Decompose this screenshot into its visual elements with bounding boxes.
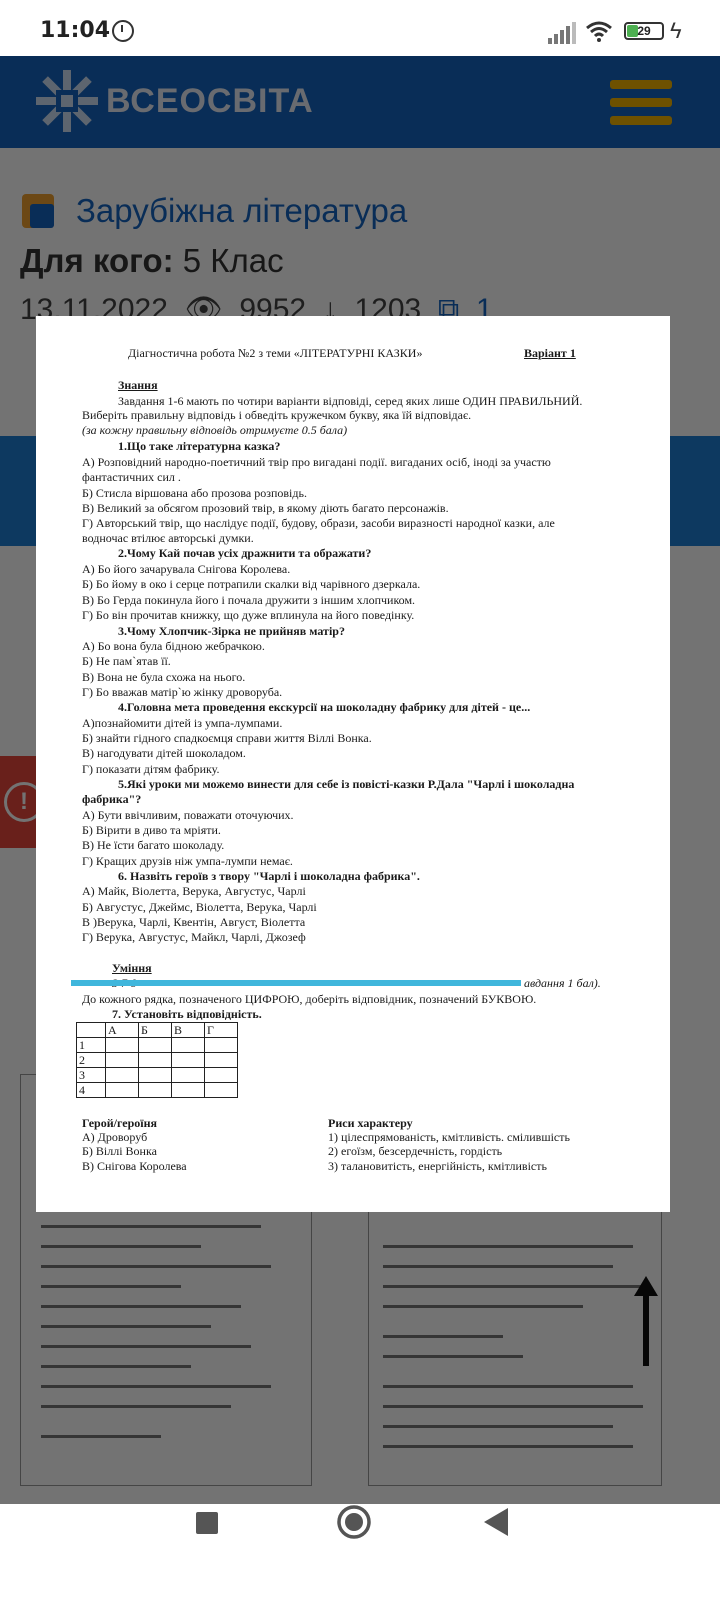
answer-option: Г) Кращих друзів ніж умпа-лумпи немає. [82,854,293,868]
instructions: (за кожну правильну відповідь отримуєте 0.5 бала) [82,423,348,437]
question: 4.Головна мета проведення екскурсії на шоколадну фабрику для дітей - це... [118,700,531,714]
table-header: В [172,1023,205,1038]
section-heading: Знання [118,378,158,392]
answer-option: В) Не їсти багато шоколаду. [82,838,225,852]
answer-option: Б) Августус, Джеймс, Віолетта, Верука, Чарлі [82,900,317,914]
answer-option: Г) Верука, Августус, Майкл, Чарлі, Джозеф [82,930,306,944]
answer-option: Г) Бо він прочитав книжку, що дуже вплинула на його поведінку. [82,608,415,622]
answer-option: фантастичних сил . [82,470,181,484]
question: 1.Що таке літературна казка? [118,439,281,453]
status-bar [0,0,720,56]
answer-option: Б) Стисла віршована або прозова розповідь. [82,486,307,500]
answer-option: А) Розповідний народно-поетичний твір про вигадані події. вигаданих осіб, іноді за участю [82,455,551,469]
doc-title: Діагностична робота №2 з теми «ЛІТЕРАТУРНІ КАЗКИ» [128,346,423,360]
answer-option: В) нагодувати дітей шоколадом. [82,746,246,760]
table-row-label: 3 [77,1068,106,1083]
table-row-label: 4 [77,1083,106,1098]
battery-icon [624,22,664,40]
highlight-line [71,980,521,986]
table-cell [77,1023,106,1038]
back-button[interactable] [484,1508,508,1536]
answer-option: А) Бо його зачарувала Снігова Королева. [82,562,291,576]
battery-level: 29 [637,24,651,38]
clock: 11:04 [40,18,111,43]
answer-option: Б) Вірити в диво та мріяти. [82,823,221,837]
instructions: Виберіть правильну відповідь і обведіть кружечком букву, яка їй відповідає. [82,408,472,422]
answer-option: А) Бо вона була бідною жебрачкою. [82,639,265,653]
doc-variant: Варіант 1 [524,346,576,360]
instructions: авдання 1 бал). [524,976,601,990]
home-button[interactable] [336,1504,372,1540]
charging-icon: ϟ [670,18,682,43]
trait-item: 3) талановитість, енергійність, кмітливість [328,1159,547,1173]
question: 3.Чому Хлопчик-Зірка не прийняв матір? [118,624,345,638]
question: 5.Які уроки ми можемо винести для себе із повісті-казки Р.Дала "Чарлі і шоколадна [118,777,575,791]
table-row-label: 1 [77,1038,106,1053]
system-nav-bar [0,1504,720,1600]
hero-item: Б) Віллі Вонка [82,1144,157,1158]
trait-item: 1) цілеспрямованість, кмітливість. смілившість [328,1130,570,1144]
answer-option: В) Бо Герда покинула його і почала дружити з іншим хлопчиком. [82,593,416,607]
answer-option: Г) показати дітям фабрику. [82,762,220,776]
document-page [36,316,670,1212]
answer-option: Б) знайти гідного спадкоємця справи життя Віллі Вонка. [82,731,372,745]
trait-item: 2) егоїзм, безсердечність, гордість [328,1144,503,1158]
alarm-icon [112,20,134,42]
hero-item: А) Дроворуб [82,1130,148,1144]
answer-option: В) Вона не була схожа на нього. [82,670,246,684]
table-row-label: 2 [77,1053,106,1068]
signal-icon [548,22,576,44]
answer-option: В )Верука, Чарлі, Квентін, Август, Віолетта [82,915,306,929]
answer-option: Г) Авторський твір, що наслідує події, будову, образи, засоби виразності народної казки, але [82,516,555,530]
table-header: А [106,1023,139,1038]
hero-item: В) Снігова Королева [82,1159,187,1173]
column-heading: Герой/героїня [82,1116,157,1130]
question: 6. Назвіть героїв з твору "Чарлі і шоколадна фабрика". [118,869,420,883]
answer-option: А) Майк, Віолетта, Верука, Августус, Чарлі [82,884,306,898]
answer-option: Г) Бо вважав матір`ю жінку дроворуба. [82,685,283,699]
instructions: До кожного рядка, позначеного ЦИФРОЮ, доберіть відповідник, позначений БУКВОЮ. [82,992,537,1006]
question: 7. Установіть відповідність. [112,1007,262,1021]
question: фабрика"? [82,792,142,806]
answer-option: Б) Не пам`ятав її. [82,654,171,668]
answer-option: Б) Бо йому в око і серце потрапили скалки від чарівного дзеркала. [82,577,421,591]
recent-apps-button[interactable] [196,1512,218,1534]
table-header: Г [205,1023,238,1038]
answer-option: водночас втілює авторські думки. [82,531,254,545]
wifi-icon [586,20,612,42]
instructions: Завдання 1-6 мають по чотири варіанти відповіді, серед яких лише ОДИН ПРАВИЛЬНИЙ. [118,394,583,408]
answer-option: А) Бути ввічливим, поважати оточуючих. [82,808,294,822]
section-heading: Уміння [112,961,152,975]
column-heading: Риси характеру [328,1116,413,1130]
table-header: Б [139,1023,172,1038]
question: 2.Чому Кай почав усіх дражнити та ображати? [118,546,372,560]
matching-table [76,1022,238,1098]
answer-option: В) Великий за обсягом прозовий твір, в якому діють багато персонажів. [82,501,449,515]
answer-option: А)познайомити дітей із умпа-лумпами. [82,716,283,730]
